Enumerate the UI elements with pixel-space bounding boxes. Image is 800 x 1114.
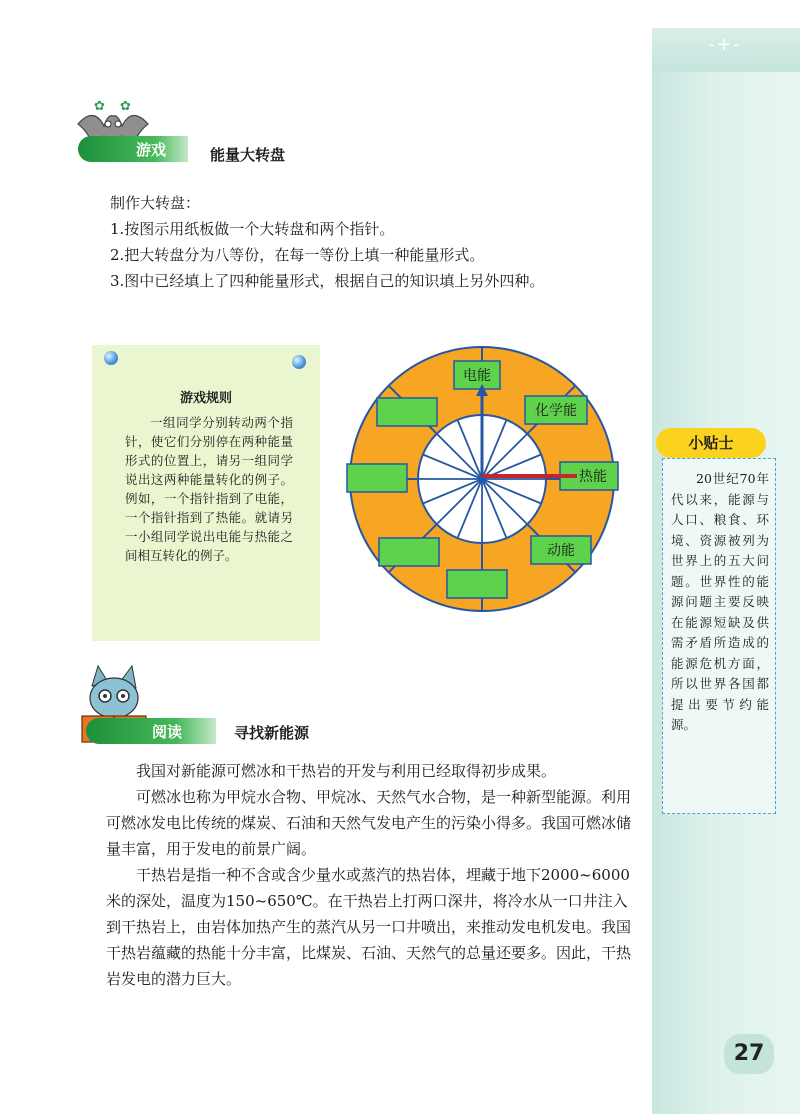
game-title: 能量大转盘 [210, 146, 286, 164]
page-number: 27 [724, 1034, 774, 1074]
tips-box [662, 458, 776, 814]
game-section-header [78, 136, 298, 166]
sidebar-header-strip [652, 28, 800, 72]
game-intro: 制作大转盘： [110, 194, 201, 212]
label-box-electric [454, 361, 500, 389]
reading-paragraph-2: 可燃冰也称为甲烷水合物、甲烷冰、天然气水合物，是一种新型能源。利用可燃冰发电比传统的煤炭、石油和天然气发电产生的污染小得多。我国可燃冰储量丰富，用于发电的前景广阔。 [106, 788, 632, 858]
label-box-chemical [525, 396, 587, 424]
tips-badge: 小贴士 [656, 428, 766, 458]
wheel-label-kinetic: 动能 [547, 543, 575, 559]
game-label: 游戏 [136, 141, 167, 159]
wheel-label-electric: 电能 [463, 368, 491, 384]
pin-icon [104, 351, 118, 365]
svg-text:✿: ✿ [120, 99, 131, 114]
reading-body [106, 758, 642, 992]
sidebar-decoration: - + - [708, 34, 738, 55]
reading-label: 阅读 [152, 723, 183, 741]
empty-label-box [347, 464, 407, 492]
game-instructions [110, 190, 630, 294]
game-step-1: 1.按图示用纸板做一个大转盘和两个指针。 [110, 220, 395, 238]
rules-title: 游戏规则 [179, 391, 232, 406]
energy-wheel [337, 334, 627, 624]
game-step-2: 2.把大转盘分为八等份，在每一等份上填一种能量形式。 [110, 246, 485, 264]
empty-label-box [379, 538, 439, 566]
reading-title: 寻找新能源 [234, 724, 310, 742]
wheel-center [479, 476, 485, 482]
wheel-label-thermal: 热能 [579, 469, 607, 485]
game-step-3: 3.图中已经填上了四种能量形式，根据自己的知识填上另外四种。 [110, 272, 545, 290]
empty-label-box [377, 398, 437, 426]
tips-text: 20世纪70年代以来，能源与人口、粮食、环境、资源被列为世界上的五大问题。世界性的能源问题主要反映在能源短缺及供需矛盾所造成的能源危机方面，所以世界各国都提出要节约能源。 [671, 471, 769, 732]
reading-section-header [86, 718, 386, 748]
pin-icon [292, 355, 306, 369]
reading-label-pill [86, 718, 216, 744]
wheel-label-chemical: 化学能 [535, 403, 577, 419]
reading-paragraph-1: 我国对新能源可燃冰和干热岩的开发与利用已经取得初步成果。 [136, 762, 557, 780]
rules-text: 一组同学分别转动两个指针，使它们分别停在两种能量形式的位置上，请另一组同学说出这两种能量转化的例子。例如，一个指针指到了电能，一个指针指到了热能。就请另一小组同学说出电能与热能之间相互转化的例子。 [125, 415, 293, 563]
empty-label-box [447, 570, 507, 598]
svg-text:✿: ✿ [94, 99, 105, 114]
game-label-pill [78, 136, 188, 162]
game-rules-card [92, 345, 320, 641]
label-box-kinetic [531, 536, 591, 564]
reading-paragraph-3: 干热岩是指一种不含或含少量水或蒸汽的热岩体，埋藏于地下2000~6000米的深处，温度为150~650℃。在干热岩上打两口深井，将冷水从一口井注入到干热岩上，由岩体加热产生的蒸汽从另一口井喷出，来推动发电机发电。我国干热岩蕴藏的热能十分丰富，比煤炭、石油、天然气的总量还要多。因此，干热岩发电的潜力巨大。 [106, 866, 632, 988]
